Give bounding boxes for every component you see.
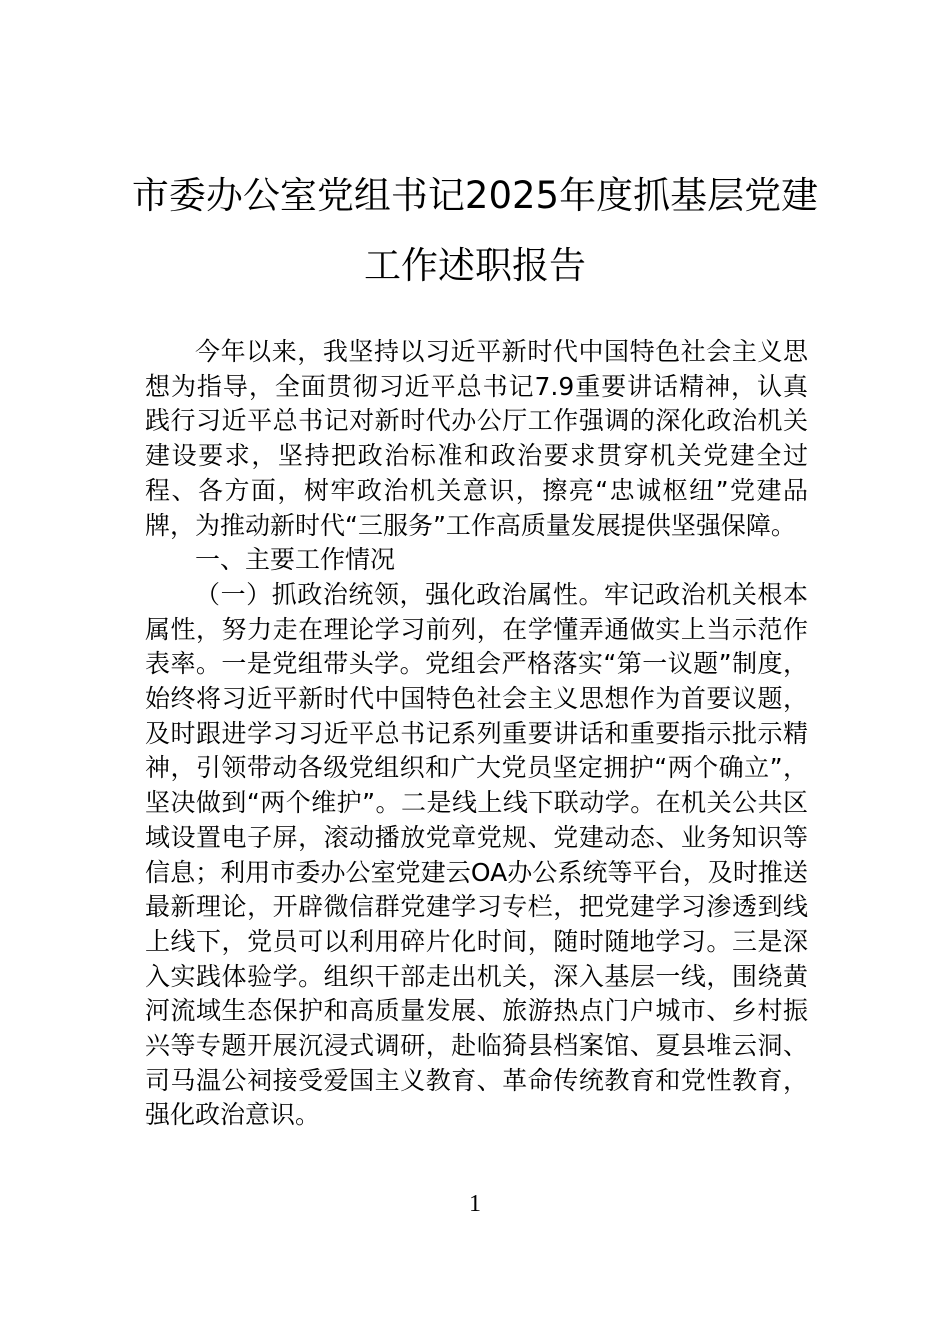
- page-number: 1: [469, 1191, 481, 1217]
- document-body: [145, 335, 808, 1133]
- document-title-line-1: 市委办公室党组书记2025年度抓基层党建: [131, 174, 819, 217]
- document-title-line-2: 工作述职报告: [364, 244, 586, 287]
- paragraph-intro: 今年以来，我坚持以习近平新时代中国特色社会主义思想为指导，全面贯彻习近平总书记7.9重要讲话精神，认真践行习近平总书记对新时代办公厅工作强调的深化政治机关建设要求，坚持把政治标准和政治要求贯穿机关党建全过程、各方面，树牢政治机关意识，擦亮“忠诚枢纽”党建品牌，为推动新时代“三服务”工作高质量发展提供坚强保障。: [145, 337, 808, 540]
- section-heading: 一、主要工作情况: [195, 545, 396, 575]
- paragraph-political-leadership: （一）抓政治统领，强化政治属性。牢记政治机关根本属性，努力走在理论学习前列，在学懂弄通做实上当示范作表率。一是党组带头学。党组会严格落实“第一议题”制度，始终将习近平新时代中国特色社会主义思想作为首要议题，及时跟进学习习近平总书记系列重要讲话和重要指示批示精神，引领带动各级党组织和广大党员坚定拥护“两个确立”，坚决做到“两个维护”。二是线上线下联动学。在机关公共区域设置电子屏，滚动播放党章党规、党建动态、业务知识等信息；利用市委办公室党建云OA办公系统等平台，及时推送最新理论，开辟微信群党建学习专栏，把党建学习渗透到线上线下，党员可以利用碎片化时间，随时随地学习。三是深入实践体验学。组织干部走出机关，深入基层一线，围绕黄河流域生态保护和高质量发展、旅游热点门户城市、乡村振兴等专题开展沉浸式调研，赴临猗县档案馆、夏县堆云洞、司马温公祠接受爱国主义教育、革命传统教育和党性教育，强化政治意识。: [145, 579, 808, 1130]
